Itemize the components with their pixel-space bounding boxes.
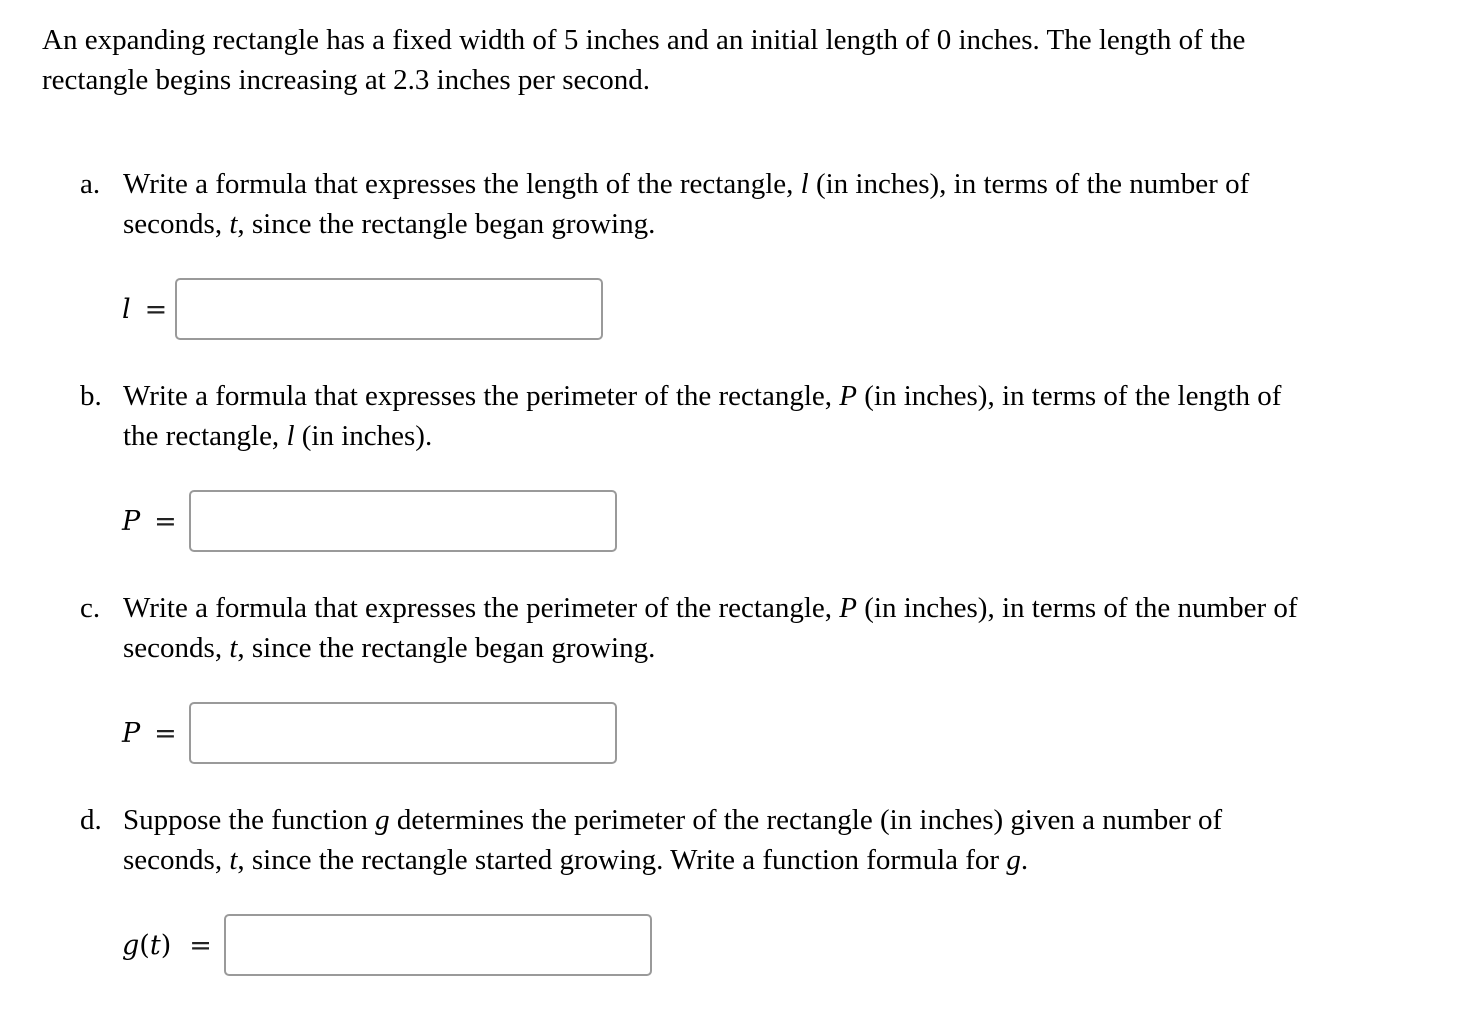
part-c-equals: = xyxy=(154,717,177,749)
part-b xyxy=(80,376,1450,456)
part-d-answer-input[interactable] xyxy=(224,914,652,976)
part-d-line-2: seconds, t, since the rectangle started growing. Write a function formula for g. xyxy=(123,844,1029,876)
part-c-answer-row xyxy=(122,702,617,764)
part-a-label: l xyxy=(122,293,131,325)
part-a-question xyxy=(80,164,1450,244)
part-b-question xyxy=(80,376,1450,456)
part-c-line-2: seconds, t, since the rectangle began growing. xyxy=(123,632,656,664)
part-b-answer-input[interactable] xyxy=(189,490,617,552)
part-c-answer-input[interactable] xyxy=(189,702,617,764)
problem-statement-line-1: An expanding rectangle has a fixed width of 5 inches and an initial length of 0 inches. The length of the xyxy=(42,24,1246,56)
part-a-line-1: Write a formula that expresses the length of the rectangle, l (in inches), in terms of the number of xyxy=(123,168,1250,200)
problem-statement-line-2: rectangle begins increasing at 2.3 inches per second. xyxy=(42,64,650,96)
part-a-letter: a. xyxy=(80,168,101,200)
part-d-letter: d. xyxy=(80,804,102,836)
part-b-line-2: the rectangle, l (in inches). xyxy=(123,420,433,452)
part-b-line-1: Write a formula that expresses the perimeter of the rectangle, P (in inches), in terms of the length of xyxy=(123,380,1282,412)
part-d-label: g(t) xyxy=(122,929,172,961)
part-d-equals: = xyxy=(189,929,212,961)
part-a xyxy=(80,164,1450,244)
part-a-line-2: seconds, t, since the rectangle began growing. xyxy=(123,208,656,240)
part-a-answer-input[interactable] xyxy=(175,278,603,340)
part-d-answer-row xyxy=(122,914,652,976)
part-d-line-1: Suppose the function g determines the perimeter of the rectangle (in inches) given a number of xyxy=(123,804,1223,836)
part-a-answer-row xyxy=(122,278,603,340)
part-c-label: P xyxy=(122,717,141,749)
part-b-answer-row xyxy=(122,490,617,552)
part-a-equals: = xyxy=(144,293,168,325)
problem-statement xyxy=(42,20,1442,100)
part-c-line-1: Write a formula that expresses the perimeter of the rectangle, P (in inches), in terms of the number of xyxy=(123,592,1298,624)
part-c xyxy=(80,588,1450,668)
part-b-label: P xyxy=(122,505,141,537)
part-c-question xyxy=(80,588,1450,668)
part-d-question xyxy=(80,800,1450,880)
part-c-letter: c. xyxy=(80,592,101,624)
part-b-letter: b. xyxy=(80,380,102,412)
part-b-equals: = xyxy=(154,505,177,537)
part-d xyxy=(80,800,1450,880)
